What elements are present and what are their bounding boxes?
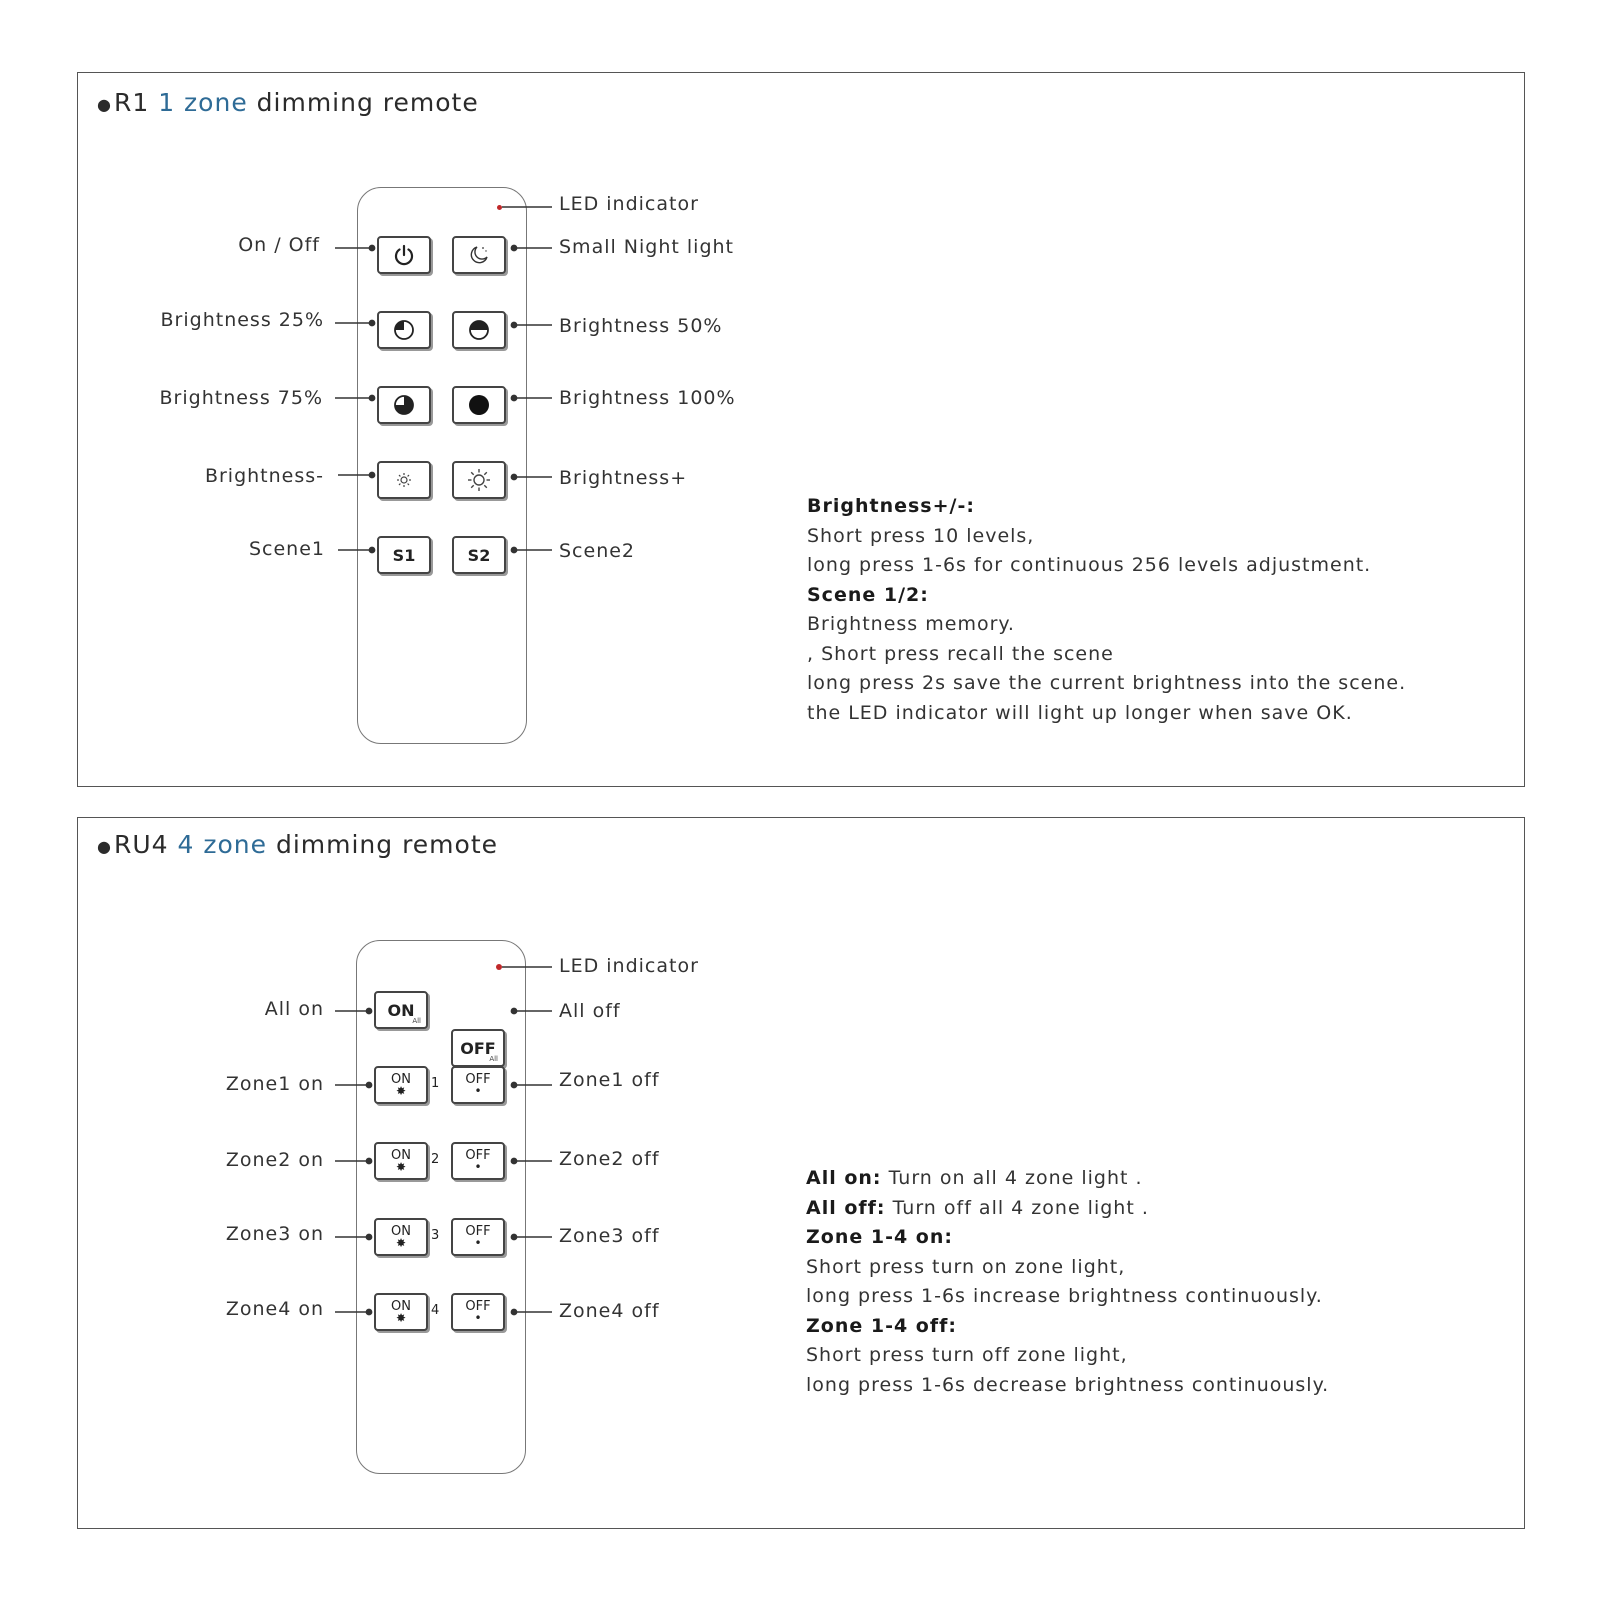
all-off-button[interactable] <box>451 1029 505 1067</box>
all-on-button-label: ON <box>387 1000 415 1020</box>
label-zone1-off: Zone1 off <box>559 1069 660 1091</box>
ru4-title-prefix: RU4 <box>113 830 178 859</box>
label-zone2-on: Zone2 on <box>225 1149 324 1171</box>
zone1-number: 1 <box>431 1076 440 1091</box>
ru4-desc-line: Short press turn on zone light, <box>806 1255 1126 1278</box>
ru4-desc-line: long press 1-6s increase brightness continuously. <box>806 1285 1323 1307</box>
sun-icon: ✸ <box>395 1311 407 1325</box>
sun-icon: ✸ <box>395 1160 407 1174</box>
zone1-off-button[interactable] <box>451 1066 505 1104</box>
r1-desc-line: Brightness memory. <box>807 613 1015 635</box>
zone4-number: 4 <box>431 1303 440 1318</box>
zone4-off-label: OFF <box>465 1299 491 1314</box>
ru4-desc-text: Turn on all 4 zone light . <box>881 1167 1143 1189</box>
zone2-off-label: OFF <box>465 1148 491 1163</box>
label-zone4-off: Zone4 off <box>559 1300 660 1322</box>
ru4-title-accent: 4 zone <box>177 830 267 859</box>
ru4-desc-line: long press 1-6s decrease brightness continuously. <box>806 1373 1330 1396</box>
r1-desc-line: long press 1-6s for continuous 256 levels adjustment. <box>807 554 1372 576</box>
ru4-desc-line: Short press turn off zone light, <box>806 1344 1128 1366</box>
r1-desc-heading-brightness: Brightness+/-: <box>807 495 975 517</box>
dot-icon: • <box>474 1084 482 1098</box>
label-brightness-25: Brightness 25% <box>160 309 324 331</box>
ru4-desc-heading-zone-off: Zone 1-4 off: <box>806 1314 957 1337</box>
r1-desc-heading-scene: Scene 1/2: <box>807 583 929 606</box>
zone3-on-button[interactable] <box>374 1218 428 1256</box>
label-zone3-on: Zone3 on <box>225 1223 324 1245</box>
label-brightness-minus: Brightness- <box>204 465 324 487</box>
label-scene2: Scene2 <box>559 540 636 562</box>
r1-desc-line: Short press 10 levels, <box>807 524 1035 547</box>
ru4-desc-text: Turn off all 4 zone light . <box>885 1196 1149 1219</box>
zone4-on-button[interactable] <box>374 1293 428 1331</box>
ru4-led-label: LED indicator <box>559 955 699 977</box>
zone2-on-button[interactable] <box>374 1142 428 1180</box>
zone4-on-label: ON <box>391 1299 411 1314</box>
ru4-desc-heading-all-on: All on: <box>806 1167 882 1189</box>
ru4-desc-heading-all-off: All off: <box>806 1196 886 1219</box>
ru4-title-suffix: dimming remote <box>267 830 499 859</box>
label-brightness-plus: Brightness+ <box>559 467 688 489</box>
ru4-description <box>806 1164 1329 1400</box>
all-off-button-label: OFF <box>460 1038 496 1058</box>
zone3-off-label: OFF <box>465 1224 491 1239</box>
zone1-on-label: ON <box>391 1072 411 1087</box>
r1-title-prefix: R1 <box>113 88 159 117</box>
zone3-number: 3 <box>431 1228 440 1243</box>
r1-desc-line: , Short press recall the scene <box>807 642 1114 665</box>
zone3-on-label: ON <box>391 1224 411 1239</box>
dot-icon: • <box>474 1236 482 1250</box>
bullet-icon: ● <box>97 836 112 856</box>
label-brightness-100: Brightness 100% <box>559 387 736 409</box>
zone1-off-label: OFF <box>465 1072 491 1087</box>
sun-icon: ✸ <box>395 1084 407 1098</box>
label-scene1: Scene1 <box>248 538 325 560</box>
ru4-desc-heading-zone-on: Zone 1-4 on: <box>806 1226 953 1248</box>
label-zone2-off: Zone2 off <box>559 1148 660 1170</box>
label-brightness-75: Brightness 75% <box>159 387 323 409</box>
dot-icon: • <box>474 1160 482 1174</box>
sun-icon: ✸ <box>395 1236 407 1250</box>
label-small-night-light: Small Night light <box>559 236 735 258</box>
zone4-off-button[interactable] <box>451 1293 505 1331</box>
all-off-sub-label: All <box>489 1055 498 1063</box>
label-zone3-off: Zone3 off <box>559 1225 660 1247</box>
all-on-sub-label: All <box>412 1017 421 1025</box>
all-on-button[interactable] <box>374 991 428 1029</box>
label-all-off: All off <box>559 1000 621 1022</box>
r1-desc-line: the LED indicator will light up longer when save OK. <box>807 701 1353 724</box>
label-all-on: All on <box>264 998 324 1020</box>
label-on-off: On / Off <box>238 234 320 256</box>
dot-icon: • <box>474 1311 482 1325</box>
zone2-number: 2 <box>431 1152 440 1167</box>
zone2-off-button[interactable] <box>451 1142 505 1180</box>
bullet-icon: ● <box>97 94 112 114</box>
r1-title-accent: 1 zone <box>158 88 248 117</box>
label-brightness-50: Brightness 50% <box>559 315 723 337</box>
label-zone4-on: Zone4 on <box>225 1298 324 1320</box>
r1-desc-line: long press 2s save the current brightness into the scene. <box>807 672 1407 694</box>
r1-title-suffix: dimming remote <box>247 88 479 117</box>
r1-led-label: LED indicator <box>559 193 699 215</box>
scene1-button-label: S1 <box>392 545 416 565</box>
scene2-button-label: S2 <box>467 545 491 565</box>
label-zone1-on: Zone1 on <box>225 1073 324 1095</box>
zone3-off-button[interactable] <box>451 1218 505 1256</box>
zone1-on-button[interactable] <box>374 1066 428 1104</box>
zone2-on-label: ON <box>391 1148 411 1163</box>
